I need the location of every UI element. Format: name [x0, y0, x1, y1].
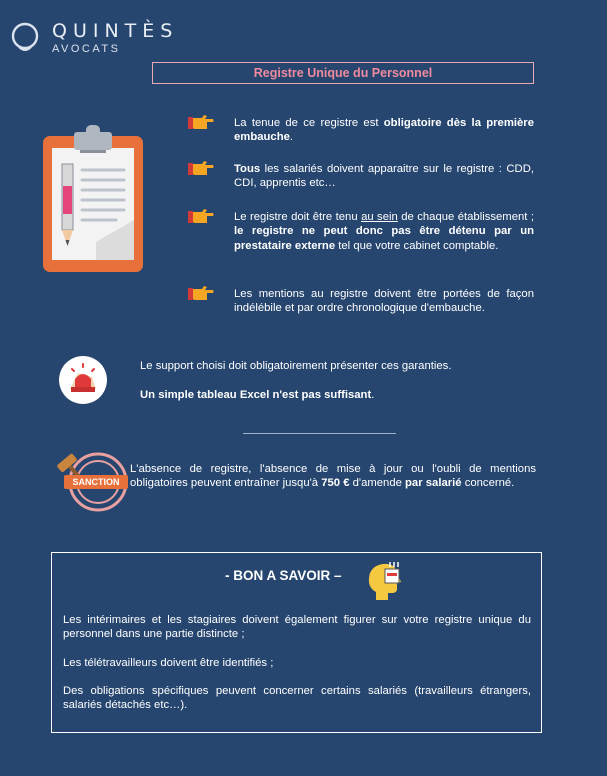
clipboard-icon [40, 124, 146, 274]
page-title: Registre Unique du Personnel [152, 62, 534, 84]
alarm-warning-icon [58, 355, 108, 405]
sanction-text: L'absence de registre, l'absence de mise à jour ou l'oubli de mentions obligatoires peuvent entraîner jusqu'à 750 € d'amende par salarié concerné. [130, 463, 536, 490]
pointing-hand-icon [188, 114, 214, 132]
bon-a-savoir-paragraph-3: Des obligations spécifiques peuvent concerner certains salariés (travailleurs étrangers, salariés détachés etc…). [63, 685, 531, 712]
support-warning: Un simple tableau Excel n'est pas suffisant. [140, 389, 375, 401]
bon-a-savoir-title: - BON A SAVOIR – [225, 568, 342, 583]
quintes-logo-icon [10, 22, 40, 52]
sanction-badge [50, 448, 128, 512]
logo-subtitle: AVOCATS [52, 43, 121, 55]
logo-name: QUINTÈS [52, 20, 179, 42]
bon-a-savoir-paragraph-1: Les intérimaires et les stagiaires doivent également figurer sur votre registre unique du personnel dans une partie distincte ; [63, 614, 531, 641]
pointing-hand-icon [188, 285, 214, 303]
support-text: Le support choisi doit obligatoirement présenter ces garanties. [140, 360, 452, 372]
divider [243, 433, 396, 434]
head-idea-icon [366, 560, 406, 602]
pointing-hand-icon [188, 160, 214, 178]
bon-a-savoir-paragraph-2: Les télétravailleurs doivent être identifiés ; [63, 657, 274, 669]
sanction-label: SANCTION [72, 477, 120, 487]
pointing-hand-icon [188, 208, 214, 226]
